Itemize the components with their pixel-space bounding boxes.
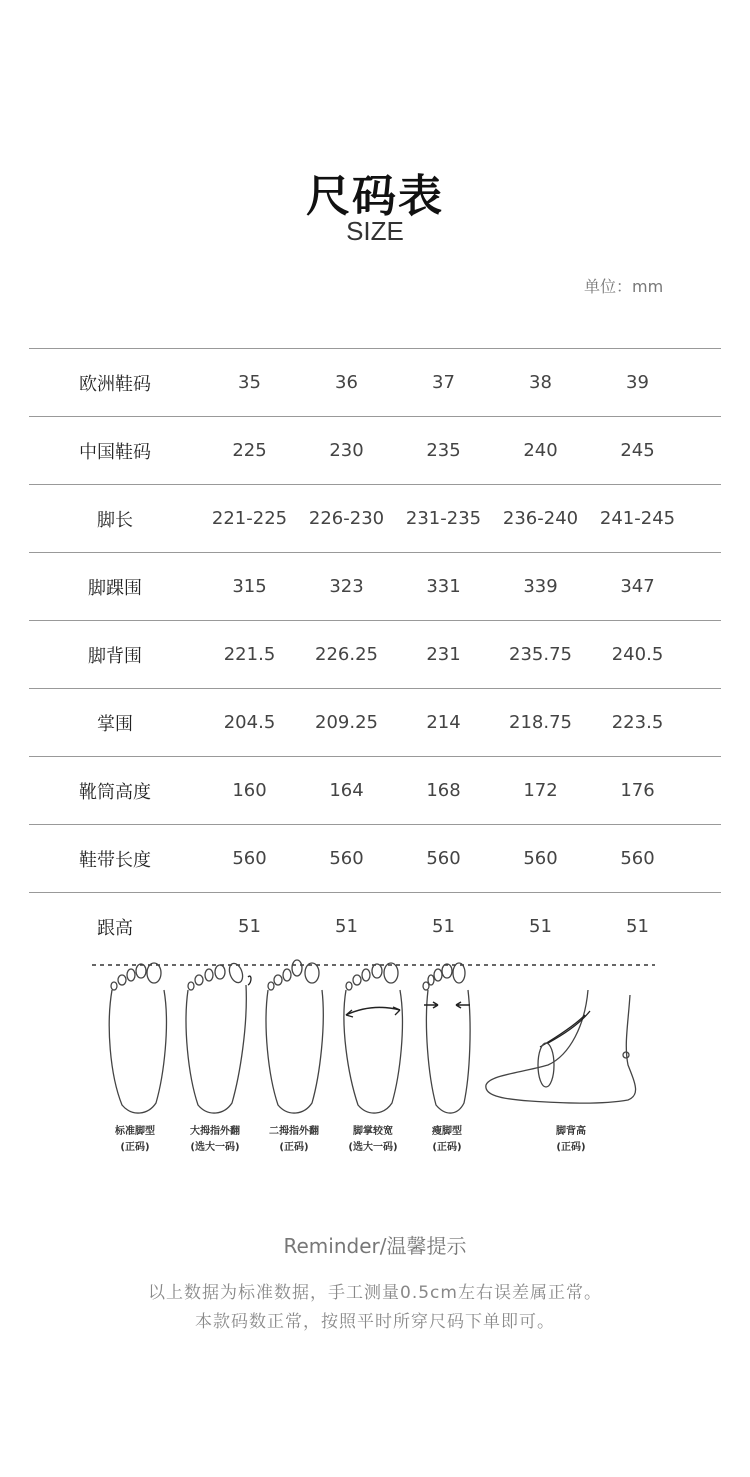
table-cell: 164 [329, 780, 364, 801]
foot-caption-note: (选大一码) [348, 1142, 398, 1153]
wide-foot-icon [344, 963, 403, 1113]
page-subtitle: SIZE [346, 216, 404, 246]
standard-foot-icon [109, 963, 166, 1113]
high-instep-foot-icon [486, 990, 636, 1103]
table-cell: 225 [232, 440, 267, 461]
row-label: 靴筒高度 [79, 781, 151, 803]
foot-caption-name: 大拇指外翻 [190, 1126, 240, 1137]
row-label: 脚背围 [88, 645, 142, 667]
table-cell: 240.5 [611, 644, 664, 665]
foot-caption [402, 1124, 492, 1156]
table-cell: 235.75 [509, 644, 572, 665]
table-cell: 235 [426, 440, 461, 461]
table-cell: 560 [620, 848, 655, 869]
table-row [29, 893, 721, 960]
foot-caption-name: 脚背高 [556, 1126, 586, 1137]
table-row [29, 689, 721, 757]
table-cell: 168 [426, 780, 461, 801]
foot-caption-name: 瘦脚型 [432, 1126, 462, 1137]
table-cell: 339 [523, 576, 558, 597]
foot-caption [170, 1124, 260, 1156]
table-cell: 331 [426, 576, 461, 597]
table-cell: 221.5 [223, 644, 276, 665]
page-title: 尺码表 [306, 171, 444, 222]
foot-caption [90, 1124, 180, 1156]
bunion-foot-icon [186, 962, 251, 1114]
table-cell: 36 [335, 372, 358, 393]
table-cell: 231-235 [405, 508, 482, 529]
table-row [29, 621, 721, 689]
row-label: 欧洲鞋码 [79, 373, 151, 395]
table-cell: 51 [529, 916, 552, 937]
reminder-line-2: 本款码数正常，按照平时所穿尺码下单即可。 [195, 1312, 555, 1332]
table-cell: 35 [238, 372, 261, 393]
foot-caption-name: 脚掌较宽 [353, 1126, 393, 1137]
foot-caption-name: 二拇指外翻 [269, 1126, 319, 1137]
row-label: 掌围 [97, 713, 133, 735]
table-cell: 560 [329, 848, 364, 869]
table-cell: 347 [620, 576, 655, 597]
table-row [29, 825, 721, 893]
table-cell: 51 [626, 916, 649, 937]
table-cell: 176 [620, 780, 655, 801]
second-toe-foot-icon [266, 960, 323, 1113]
table-row [29, 485, 721, 553]
table-cell: 231 [426, 644, 461, 665]
table-cell: 204.5 [223, 712, 276, 733]
row-label: 脚长 [97, 509, 133, 531]
foot-caption-name: 标准脚型 [115, 1126, 155, 1137]
table-cell: 51 [335, 916, 358, 937]
table-cell: 230 [329, 440, 364, 461]
table-cell: 226-230 [308, 508, 385, 529]
table-cell: 560 [426, 848, 461, 869]
table-cell: 221-225 [211, 508, 288, 529]
table-cell: 39 [626, 372, 649, 393]
table-cell: 160 [232, 780, 267, 801]
foot-caption-note: (选大一码) [190, 1142, 240, 1153]
table-cell: 51 [238, 916, 261, 937]
table-cell: 223.5 [611, 712, 664, 733]
size-table [29, 348, 721, 960]
table-cell: 315 [232, 576, 267, 597]
table-cell: 241-245 [599, 508, 676, 529]
reminder-line-1: 以上数据为标准数据，手工测量0.5cm左右误差属正常。 [148, 1283, 602, 1303]
row-label: 跟高 [97, 917, 133, 939]
table-row [29, 553, 721, 621]
row-label: 脚踝围 [88, 577, 142, 599]
row-label: 中国鞋码 [79, 441, 151, 463]
foot-caption-note: (正码) [279, 1142, 309, 1153]
table-row [29, 417, 721, 485]
table-cell: 218.75 [509, 712, 572, 733]
narrow-foot-icon [423, 963, 470, 1113]
table-cell: 323 [329, 576, 364, 597]
table-cell: 236-240 [502, 508, 579, 529]
table-cell: 51 [432, 916, 455, 937]
foot-caption-note: (正码) [120, 1142, 150, 1153]
table-cell: 209.25 [315, 712, 378, 733]
table-cell: 37 [432, 372, 455, 393]
reminder-title: Reminder/温馨提示 [283, 1234, 467, 1258]
table-cell: 245 [620, 440, 655, 461]
foot-caption-note: (正码) [556, 1142, 586, 1153]
row-label: 鞋带长度 [79, 849, 151, 871]
table-row [29, 349, 721, 417]
table-cell: 214 [426, 712, 461, 733]
table-cell: 240 [523, 440, 558, 461]
unit-label: 单位：mm [584, 277, 664, 296]
table-cell: 560 [232, 848, 267, 869]
table-cell: 38 [529, 372, 552, 393]
table-cell: 560 [523, 848, 558, 869]
foot-caption [526, 1124, 616, 1156]
table-row [29, 757, 721, 825]
table-cell: 172 [523, 780, 558, 801]
table-cell: 226.25 [315, 644, 378, 665]
foot-caption-note: (正码) [432, 1142, 462, 1153]
foot-caption [249, 1124, 339, 1156]
foot-guide-illustration [0, 955, 750, 1125]
